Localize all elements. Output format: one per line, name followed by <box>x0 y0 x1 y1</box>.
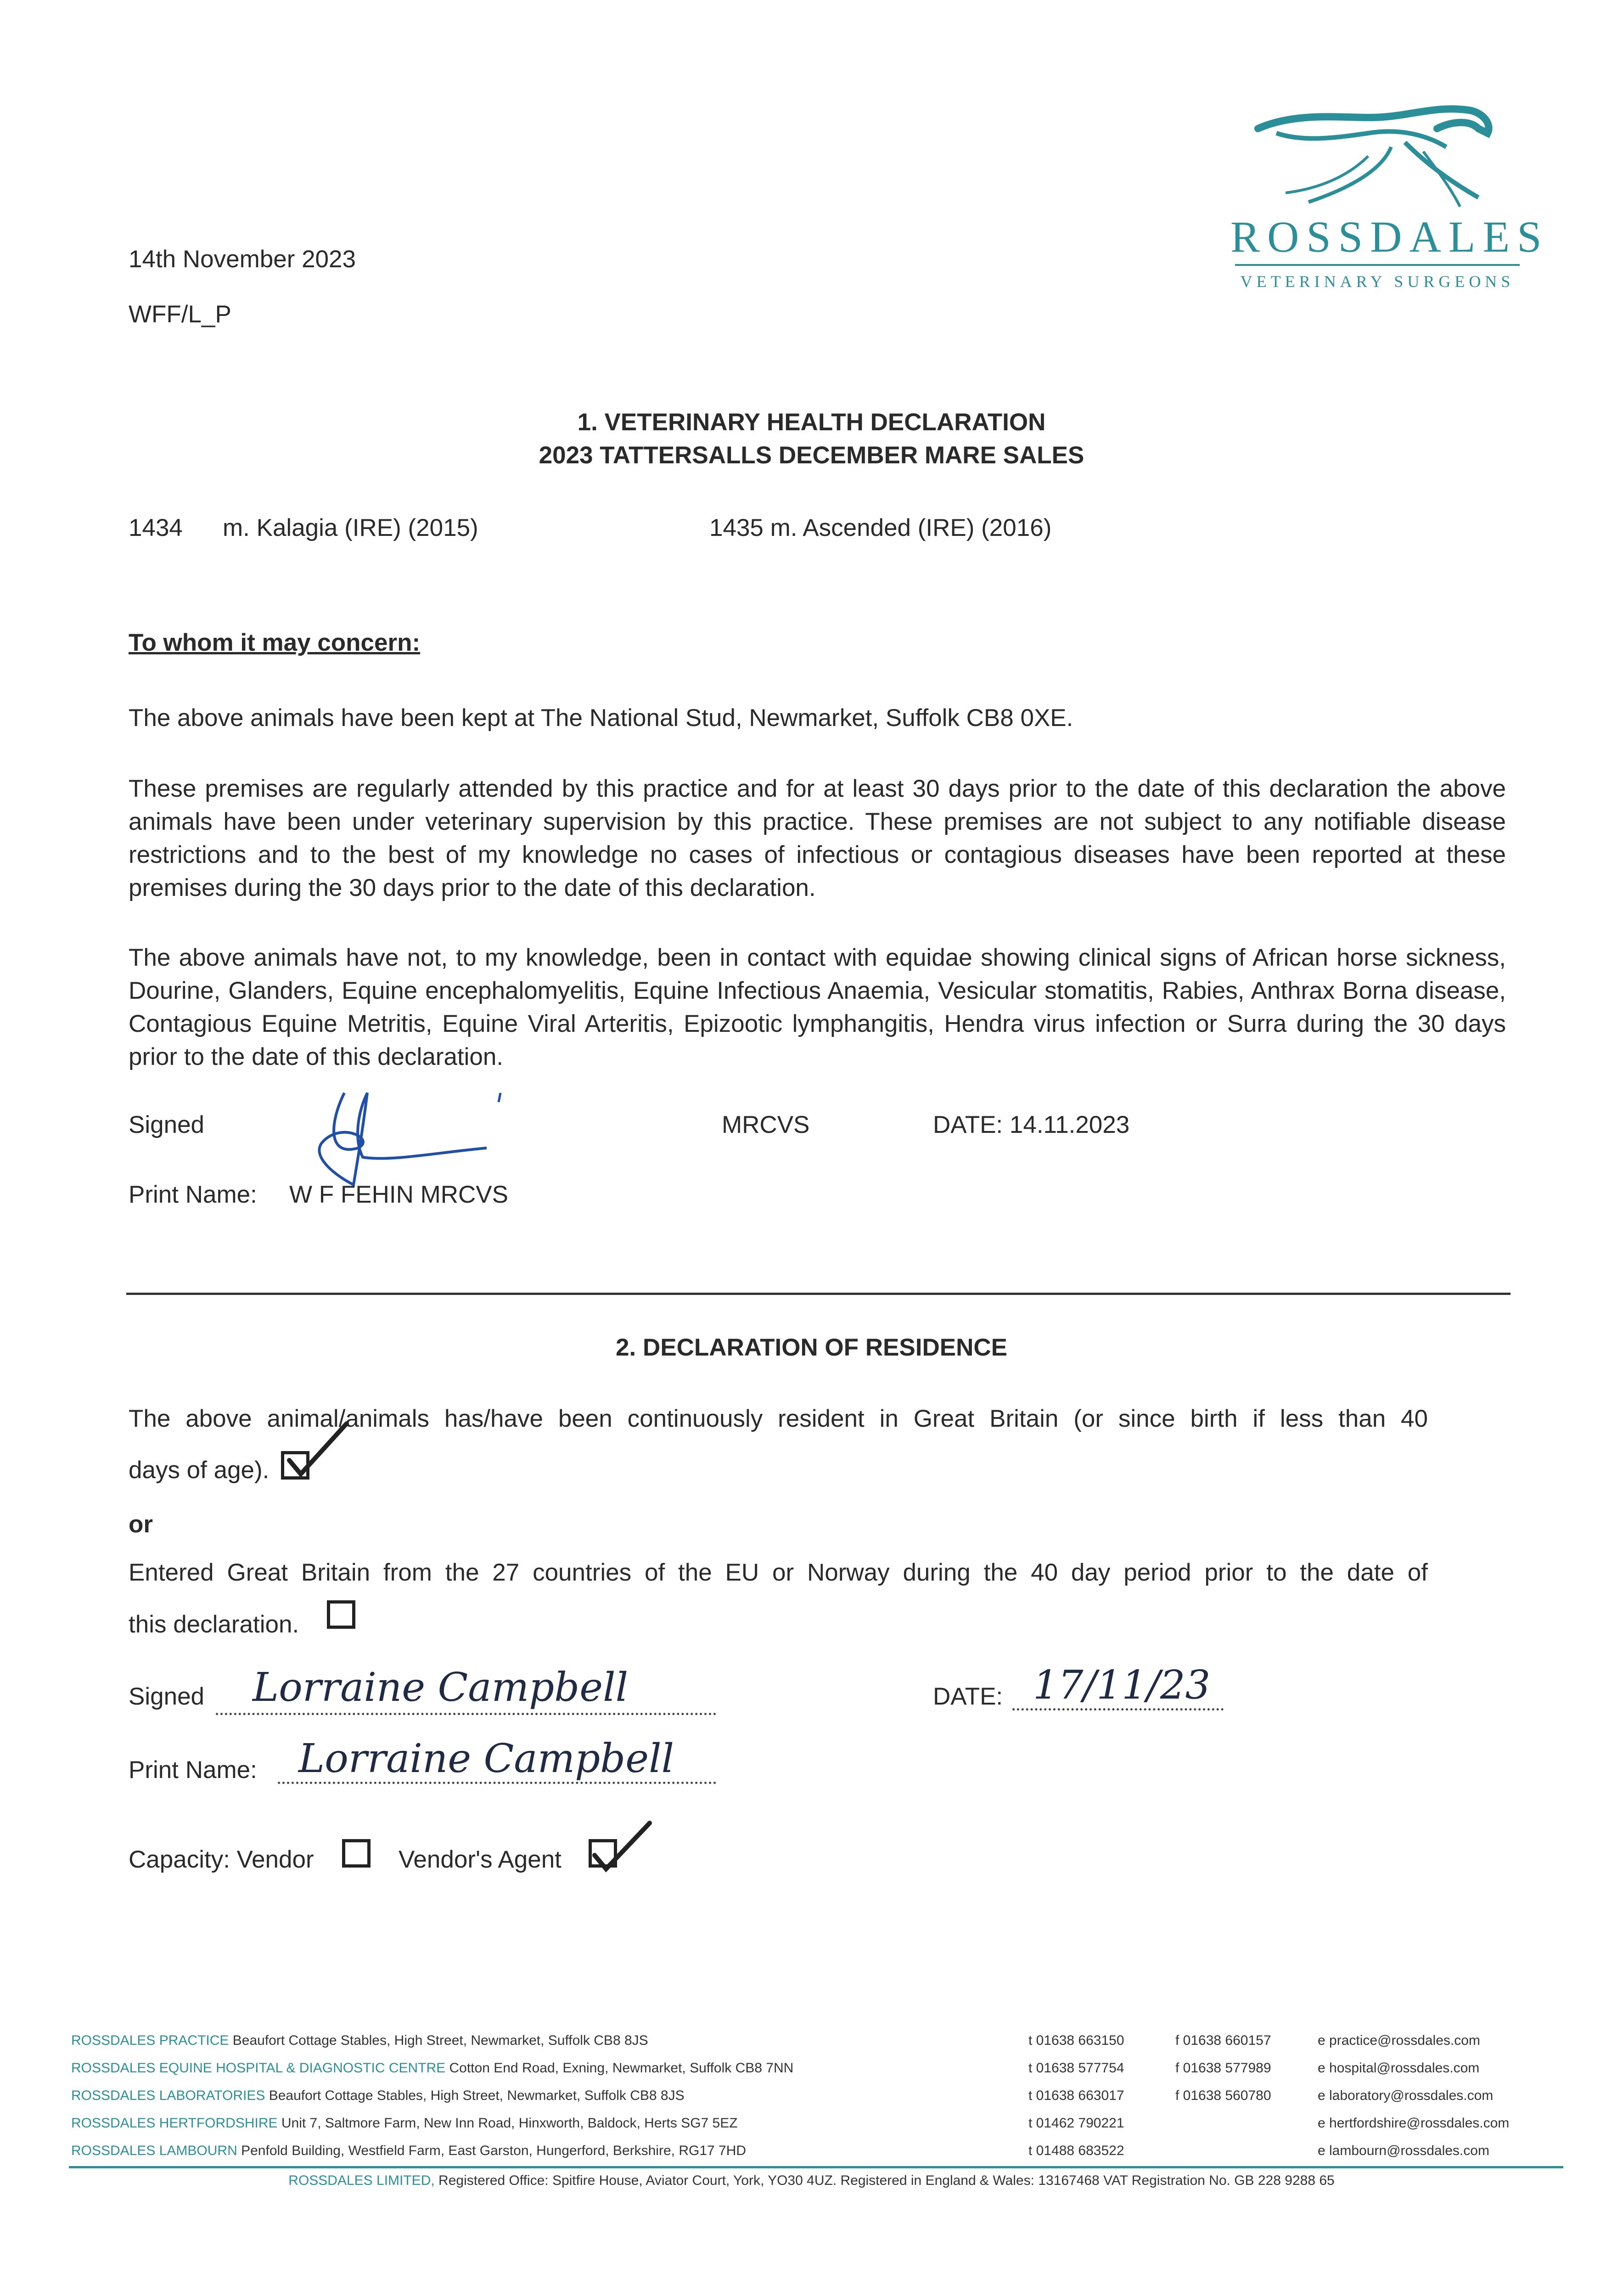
letter-reference: WFF/L_P <box>129 301 231 328</box>
footer-registered-name: ROSSDALES LIMITED, <box>288 2173 435 2188</box>
agent-date-label: DATE: <box>933 1683 1003 1710</box>
letter-date: 14th November 2023 <box>129 246 356 273</box>
capacity-label: Capacity: Vendor <box>129 1846 314 1873</box>
residence-option2-line2: this declaration. <box>129 1611 299 1638</box>
footer-email-3[interactable]: e laboratory@rossdales.com <box>1318 2088 1494 2103</box>
logo-tagline: VETERINARY SURGEONS <box>1240 272 1515 291</box>
residence-option2-line1: Entered Great Britain from the 27 countries of the EU or Norway during the 40 day period prior to the date of <box>129 1559 1428 1586</box>
footer-practice-address: Beaufort Cottage Stables, High Street, Newmarket, Suffolk CB8 8JS <box>232 2033 648 2048</box>
agent-print-name-label: Print Name: <box>129 1756 257 1784</box>
agent-signed-value: Lorraine Campbell <box>253 1665 629 1711</box>
vet-date: DATE: 14.11.2023 <box>933 1111 1130 1138</box>
footer-email-2[interactable]: e hospital@rossdales.com <box>1318 2060 1480 2076</box>
footer-email-1[interactable]: e practice@rossdales.com <box>1318 2033 1480 2048</box>
residence-option1-line2: days of age). <box>129 1457 270 1484</box>
paragraph-premises: The above animals have been kept at The National Stud, Newmarket, Suffolk CB8 0XE. <box>129 704 1073 732</box>
footer-row-3 <box>71 2088 685 2104</box>
footer-tel-3: t 01638 663017 <box>1028 2088 1124 2103</box>
or-label: or <box>129 1511 153 1538</box>
footer-lambourn-name: ROSSDALES LAMBOURN <box>71 2143 237 2158</box>
vet-print-name-value: W F FEHIN MRCVS <box>289 1181 508 1208</box>
lot-number-1: 1434 <box>129 514 183 541</box>
agent-date-value: 17/11/23 <box>1033 1662 1211 1708</box>
footer-laboratories-address: Beaufort Cottage Stables, High Street, Newmarket, Suffolk CB8 8JS <box>269 2088 685 2103</box>
horse-logo-icon <box>1230 101 1506 216</box>
footer-fax-1: f 01638 660157 <box>1175 2033 1271 2048</box>
agent-signed-line <box>216 1713 716 1715</box>
lot-2: 1435 m. Ascended (IRE) (2016) <box>709 514 1052 541</box>
footer-row-5 <box>71 2143 746 2159</box>
agent-print-name-line <box>278 1782 716 1784</box>
vet-print-name-label: Print Name: <box>129 1181 257 1208</box>
residence-option2-checkbox[interactable] <box>327 1600 355 1629</box>
footer-email-4[interactable]: e hertfordshire@rossdales.com <box>1318 2116 1510 2131</box>
footer-row-4 <box>71 2116 738 2131</box>
agent-date-line <box>1012 1708 1224 1711</box>
footer-practice-name: ROSSDALES PRACTICE <box>71 2033 229 2048</box>
footer-hospital-name: ROSSDALES EQUINE HOSPITAL & DIAGNOSTIC CENTRE <box>71 2060 446 2076</box>
footer-registered-text: Registered Office: Spitfire House, Aviator Court, York, YO30 4UZ. Registered in England & Wales: 13167468 VAT Registration No. GB 228 9288 65 <box>438 2173 1335 2188</box>
section1-title: 1. VETERINARY HEALTH DECLARATION <box>577 409 1046 436</box>
footer-row-1 <box>71 2033 648 2048</box>
residence-option1-line1: The above animal/animals has/have been continuously resident in Great Britain (or since birth if less than 40 <box>129 1405 1428 1432</box>
footer-tel-5: t 01488 683522 <box>1028 2143 1124 2158</box>
footer-tel-4: t 01462 790221 <box>1028 2116 1124 2131</box>
footer-lambourn-address: Penfold Building, Westfield Farm, East Garston, Hungerford, Berkshire, RG17 7HD <box>241 2143 747 2158</box>
vet-signed-label: Signed <box>129 1111 205 1138</box>
section-divider <box>126 1293 1511 1295</box>
footer-hertfordshire-address: Unit 7, Saltmore Farm, New Inn Road, Hinxworth, Baldock, Herts SG7 5EZ <box>281 2116 738 2131</box>
paragraph-supervision: These premises are regularly attended by this practice and for at least 30 days prior to the date of this declaration the above animals have been under veterinary supervision by this practice. These premises are not subject to any notifiable disease restrictions and to the best of my knowledge no cases of infectious or contagious diseases have been reported at these premises during the 30 days prior to the date of this declaration. <box>129 775 1506 901</box>
footer-hertfordshire-name: ROSSDALES HERTFORDSHIRE <box>71 2116 278 2131</box>
salutation: To whom it may concern: <box>129 629 421 656</box>
section2-title: 2. DECLARATION OF RESIDENCE <box>616 1334 1007 1361</box>
logo-divider <box>1235 264 1520 266</box>
checkmark-icon <box>275 1417 349 1481</box>
footer-hospital-address: Cotton End Road, Exning, Newmarket, Suffolk CB8 7NN <box>449 2060 794 2076</box>
section1-subtitle: 2023 TATTERSALLS DECEMBER MARE SALES <box>539 442 1084 469</box>
footer-registered <box>0 2173 1623 2189</box>
lot-name-1: m. Kalagia (IRE) (2015) <box>223 514 478 541</box>
footer-divider <box>69 2166 1563 2168</box>
vet-mrcvs: MRCVS <box>722 1111 810 1138</box>
agent-signed-label: Signed <box>129 1683 205 1710</box>
logo-name: ROSSDALES <box>1230 212 1549 261</box>
footer-tel-2: t 01638 577754 <box>1028 2060 1124 2076</box>
footer-fax-2: f 01638 577989 <box>1175 2060 1271 2076</box>
footer-laboratories-name: ROSSDALES LABORATORIES <box>71 2088 265 2103</box>
checkmark-icon <box>583 1816 652 1876</box>
agent-print-name-value: Lorraine Campbell <box>298 1736 674 1782</box>
footer-tel-1: t 01638 663150 <box>1028 2033 1124 2048</box>
vendor-agent-label: Vendor's Agent <box>399 1846 562 1873</box>
paragraph-diseases: The above animals have not, to my knowledge, been in contact with equidae showing clinical signs of African horse sickness, Dourine, Glanders, Equine encephalomyelitis, Equine Infectious Anaemia, Vesicular stomatitis, Rabies, Anthrax Borna disease, Contagious Equine Metritis, Equine Viral Arteritis, Epizootic lymphangitis, Hendra virus infection or Surra during the 30 days prior to the date of this declaration. <box>129 944 1506 1070</box>
footer-email-5[interactable]: e lambourn@rossdales.com <box>1318 2143 1489 2158</box>
footer-row-2 <box>71 2060 793 2076</box>
vendor-checkbox[interactable] <box>342 1839 371 1868</box>
company-logo <box>1212 101 1549 308</box>
footer-fax-3: f 01638 560780 <box>1175 2088 1271 2103</box>
